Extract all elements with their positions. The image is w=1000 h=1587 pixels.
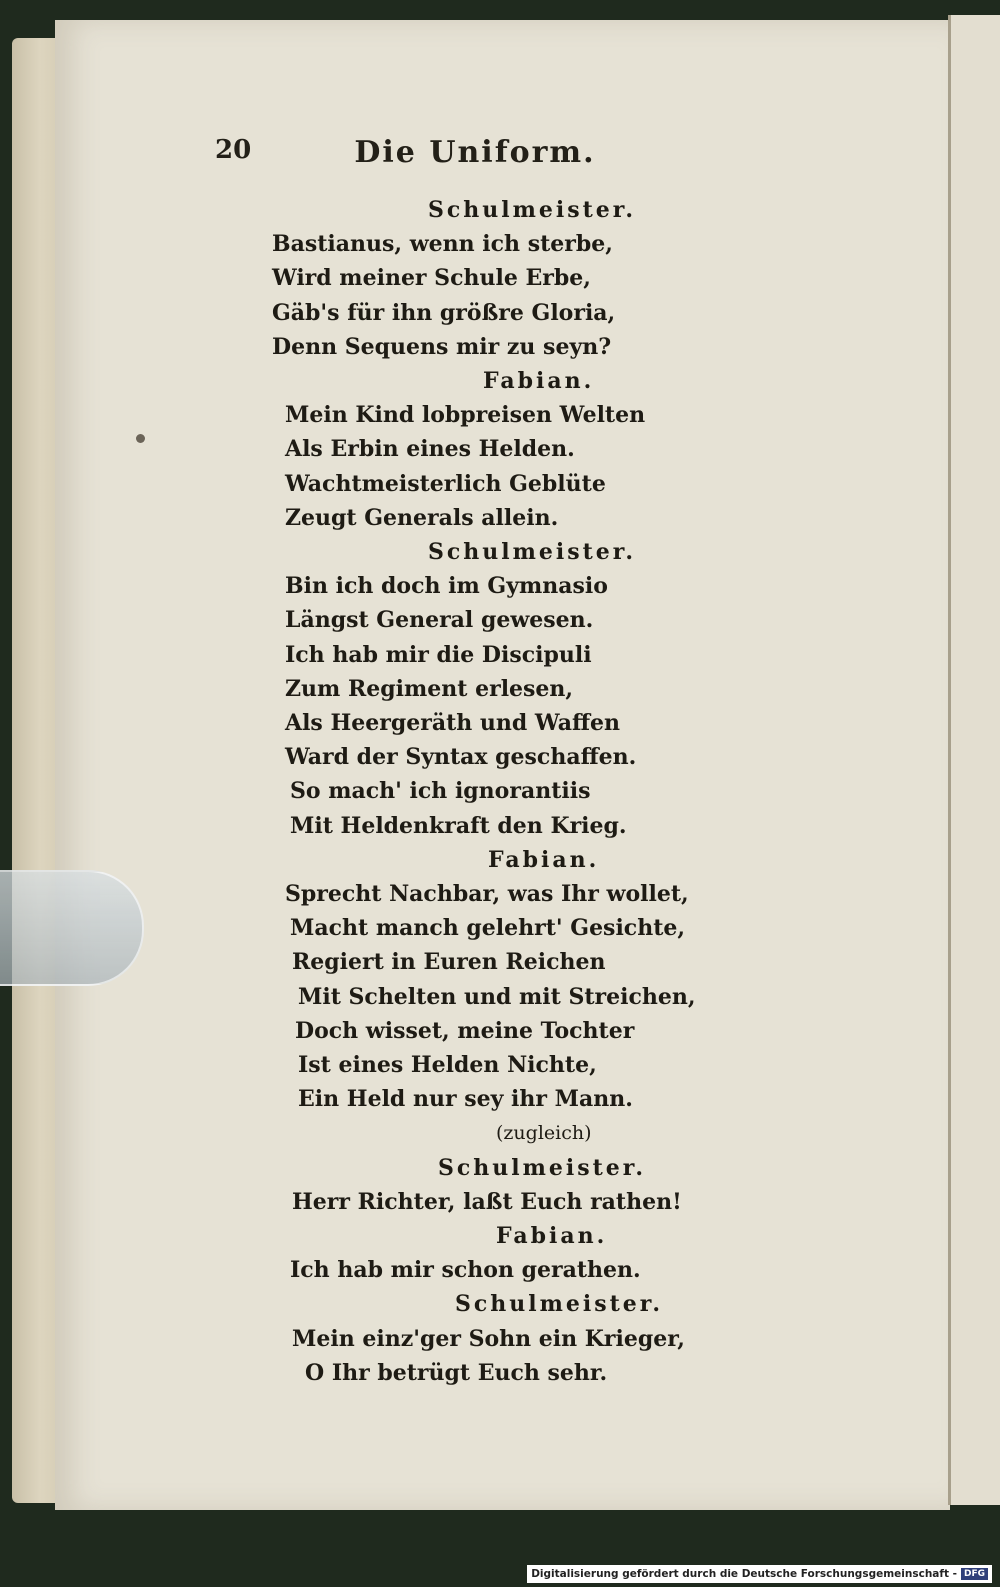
- text-line: Als Heergeräth und Waffen: [285, 710, 621, 736]
- ink-spot: [136, 434, 145, 443]
- text-line: Mein einz'ger Sohn ein Krieger,: [292, 1326, 685, 1352]
- footer-credit: Digitalisierung gefördert durch die Deutsche Forschungsgemeinschaft -: [531, 1568, 957, 1580]
- text-line: Wird meiner Schule Erbe,: [272, 265, 591, 291]
- text-line: Ich hab mir schon gerathen.: [290, 1257, 641, 1283]
- text-line: Fabian.: [496, 1223, 608, 1249]
- text-line: O Ihr betrügt Euch sehr.: [305, 1360, 608, 1386]
- text-line: Bastianus, wenn ich sterbe,: [272, 231, 613, 257]
- scanner-finger-guard: [0, 870, 144, 986]
- page-header: [215, 135, 735, 175]
- text-line: Längst General gewesen.: [285, 607, 594, 633]
- text-line: (zugleich): [496, 1122, 592, 1144]
- text-line: Schulmeister.: [428, 539, 637, 565]
- text-line: Zum Regiment erlesen,: [285, 676, 574, 702]
- text-line: Mit Schelten und mit Streichen,: [298, 984, 696, 1010]
- facing-page-edge: [948, 15, 1000, 1505]
- dfg-logo: DFG: [961, 1568, 988, 1580]
- text-line: Ward der Syntax geschaffen.: [285, 744, 637, 770]
- text-line: Regiert in Euren Reichen: [292, 949, 606, 975]
- text-line: Fabian.: [488, 847, 600, 873]
- text-line: Fabian.: [483, 368, 595, 394]
- text-line: Zeugt Generals allein.: [285, 505, 559, 531]
- text-line: Macht manch gelehrt' Gesichte,: [290, 915, 686, 941]
- digitization-footer: [527, 1565, 992, 1583]
- text-line: Mein Kind lobpreisen Welten: [285, 402, 646, 428]
- text-line: Ich hab mir die Discipuli: [285, 642, 592, 668]
- text-line: Schulmeister.: [455, 1291, 664, 1317]
- text-line: Bin ich doch im Gymnasio: [285, 573, 608, 599]
- text-line: Gäb's für ihn größre Gloria,: [272, 300, 616, 326]
- page-number: 20: [215, 135, 252, 165]
- text-line: So mach' ich ignorantiis: [290, 778, 591, 804]
- text-line: Schulmeister.: [428, 197, 637, 223]
- text-line: Doch wisset, meine Tochter: [295, 1018, 635, 1044]
- text-line: Mit Heldenkraft den Krieg.: [290, 813, 627, 839]
- text-line: Sprecht Nachbar, was Ihr wollet,: [285, 881, 689, 907]
- text-line: Denn Sequens mir zu seyn?: [272, 334, 612, 360]
- text-line: Wachtmeisterlich Geblüte: [285, 471, 606, 497]
- text-line: Schulmeister.: [438, 1155, 647, 1181]
- text-line: Ist eines Helden Nichte,: [298, 1052, 597, 1078]
- running-title: Die Uniform.: [354, 135, 596, 170]
- text-line: Herr Richter, laßt Euch rathen!: [292, 1189, 682, 1215]
- text-line: Ein Held nur sey ihr Mann.: [298, 1086, 633, 1112]
- text-line: Als Erbin eines Helden.: [285, 436, 575, 462]
